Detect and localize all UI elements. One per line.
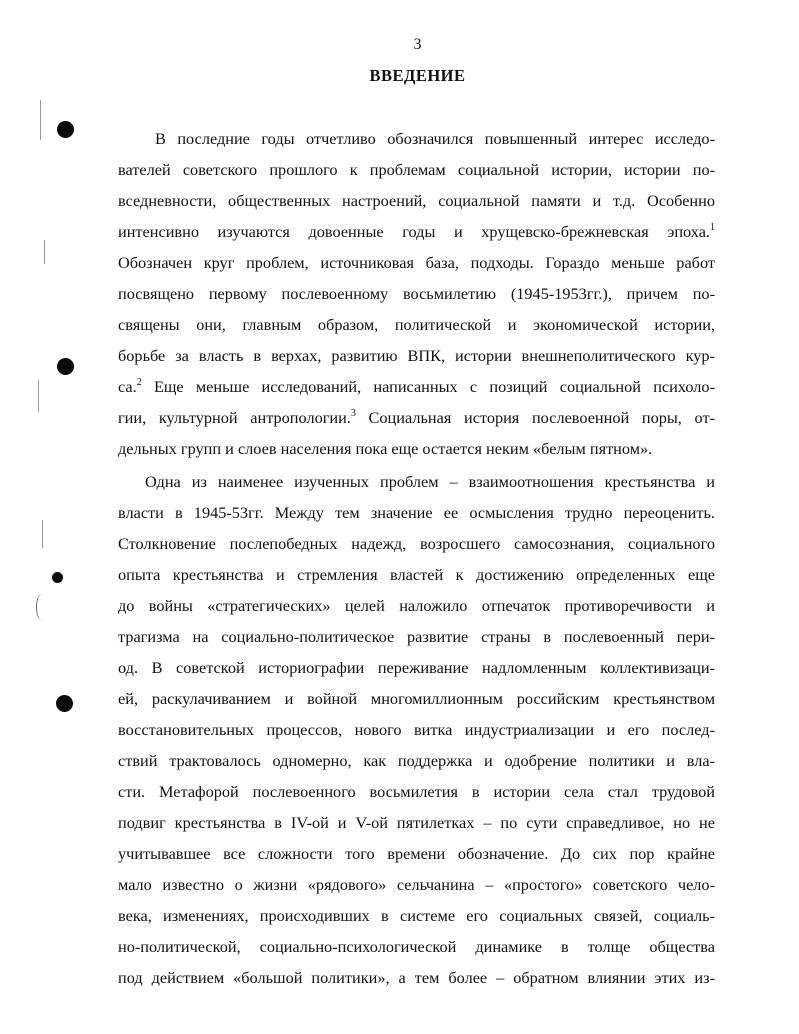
text-line: власти в 1945-53гг. Между тем значение ее осмысления трудно переоценить. [118,503,715,522]
text-line: Обозначен круг проблем, источниковая база, подходы. Гораздо меньше работ [118,253,715,272]
text-line: ствий трактовалось одномерно, как поддержка и одобрение политики и вла- [118,751,715,770]
text-line: В последние годы отчетливо обозначился повышенный интерес исследо- [155,129,715,148]
text-segment: Еще меньше исследований, написанных с позиций социальной психоло- [141,377,715,396]
binder-hole-1 [57,121,74,138]
text-line: до войны «стратегических» целей наложило отпечаток противоречивости и [118,596,715,615]
text-line: Одна из наименее изученных проблем – взаимоотношения крестьянства и [145,472,715,491]
text-segment: интенсивно изучаются довоенные годы и хрущевско-брежневская эпоха. [118,222,710,241]
text-line: трагизма на социально-политическое развитие страны в послевоенный пери- [118,627,715,646]
scan-speck [40,100,41,140]
text-line [118,377,715,397]
scan-speck [42,520,43,548]
scan-speck [44,240,45,264]
text-line: века, изменениях, происходивших в системе его социальных связей, социаль- [118,906,715,925]
binder-hole-2 [57,358,74,375]
text-line: борьбе за власть в верхах, развитию ВПК, истории внешнеполитического кур- [118,346,715,365]
text-line: священы они, главным образом, политической и экономической истории, [118,315,715,334]
page-number: 3 [413,36,422,53]
text-line: учитывавшее все сложности того времени обозначение. До сих пор крайне [118,844,715,863]
text-line: но-политической, социально-психологической динамике в толще общества [118,937,715,956]
text-line: мало известно о жизни «рядового» сельчанина – «простого» советского чело- [118,875,715,894]
text-line [118,222,715,242]
text-segment: са. [118,377,137,396]
text-line: под действием «большой политики», а тем более – обратном влиянии этих из- [118,968,715,987]
text-line: од. В советской историографии переживание надломленным коллективизаци- [118,658,715,677]
text-segment: гии, культурной антропологии. [118,408,351,427]
text-line: посвящено первому послевоенному восьмилетию (1945-1953гг.), причем по- [118,284,715,303]
binder-hole-4 [56,695,73,712]
text-line: дельных групп и слоев населения пока еще остается неким «белым пятном». [118,439,653,458]
footnote-ref: 3 [350,408,356,419]
text-line: опыта крестьянства и стремления властей к достижению определенных еще [118,565,715,584]
page-title: ВВЕДЕНИЕ [369,66,466,85]
scan-speck [38,380,39,412]
text-line: ей, раскулачиванием и войной многомиллионным российским крестьянством [118,689,715,708]
scan-mark [36,594,47,620]
text-segment: Социальная история послевоенной поры, от- [355,408,715,427]
binder-hole-3 [52,572,63,583]
text-line: сти. Метафорой послевоенного восьмилетия в истории села стал трудовой [118,782,715,801]
text-line: вателей советского прошлого к проблемам социальной истории, истории по- [118,160,715,179]
text-line [118,408,715,428]
text-line: Столкновение послепобедных надежд, возросшего самосознания, социального [118,534,715,553]
footnote-ref: 2 [136,377,142,388]
footnote-ref: 1 [710,222,715,233]
text-line: вседневности, общественных настроений, социальной памяти и т.д. Особенно [118,191,715,210]
text-line: подвиг крестьянства в IV-ой и V-ой пятилетках – по сути справедливое, но не [118,813,715,832]
text-line: восстановительных процессов, нового витка индустриализации и его послед- [118,720,715,739]
